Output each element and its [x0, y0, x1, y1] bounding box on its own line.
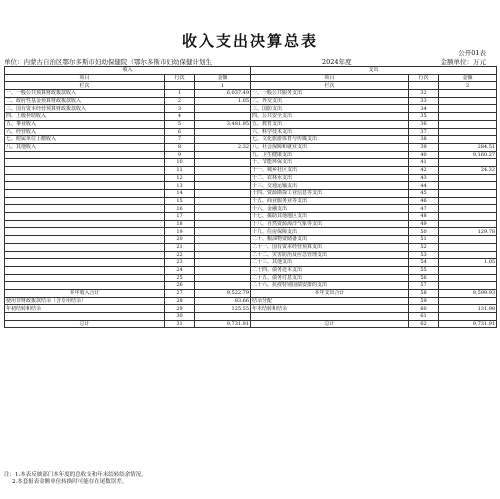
- expense-col-blank: [409, 82, 439, 90]
- expense-rowno-cell: 50: [409, 228, 439, 236]
- expense-item-cell: 二、外交支出: [251, 97, 409, 105]
- income-rowno-cell: 4: [165, 113, 195, 121]
- expense-item-cell: 二十六、抗疫特别国债安排的支出: [251, 282, 409, 290]
- note-line: 2.本套报表金额单位转换时可能存在尾数误差。: [12, 479, 128, 485]
- income-amount-cell: [195, 105, 251, 113]
- table-row: [5, 236, 497, 244]
- expense-item-cell: 五、教育支出: [251, 120, 409, 128]
- expense-amount-cell: [439, 105, 497, 113]
- table-row: [5, 297, 497, 305]
- income-item-cell: [5, 259, 165, 267]
- income-amount-cell: [195, 228, 251, 236]
- table-row: [5, 97, 497, 105]
- expense-amount-cell: [439, 297, 497, 305]
- income-item-cell: 五、事业收入: [5, 120, 165, 128]
- form-number: 公开01表: [458, 49, 486, 57]
- expense-rowno-cell: 42: [409, 166, 439, 174]
- expense-amount-cell: [439, 274, 497, 282]
- table-row: [5, 151, 497, 159]
- table-row: [5, 313, 497, 321]
- income-item-cell: [5, 182, 165, 190]
- income-rowno-cell: 27: [165, 289, 195, 297]
- expense-amount-cell: [439, 220, 497, 228]
- table-row: [5, 197, 497, 205]
- expense-rowno-cell: 54: [409, 259, 439, 267]
- income-amount-cell: [195, 136, 251, 144]
- income-rowno-header: 行次: [165, 74, 195, 82]
- table-row: [5, 128, 497, 136]
- income-amount-cell: [195, 151, 251, 159]
- income-rowno-cell: 3: [165, 105, 195, 113]
- expense-amount-cell: [439, 128, 497, 136]
- expense-item-cell: 二十三、其他支出: [251, 259, 409, 267]
- income-amount-cell: [195, 259, 251, 267]
- table-row: [5, 243, 497, 251]
- table-row: [5, 305, 497, 313]
- expense-item-cell: 六、科学技术支出: [251, 128, 409, 136]
- expense-amount-cell: 131.98: [439, 305, 497, 313]
- income-rowno-cell: 28: [165, 297, 195, 305]
- expense-item-cell: 七、文化旅游体育与传媒支出: [251, 136, 409, 144]
- income-item-cell: [5, 213, 165, 221]
- income-item-cell: [5, 243, 165, 251]
- income-item-cell: 本年收入合计: [5, 289, 165, 297]
- expense-item-cell: 总计: [251, 320, 409, 328]
- income-rowno-cell: 30: [165, 313, 195, 321]
- income-rowno-cell: 19: [165, 228, 195, 236]
- expense-amount-cell: [439, 90, 497, 98]
- expense-amount-cell: 1.05: [439, 259, 497, 267]
- expense-amount-cell: [439, 266, 497, 274]
- expense-item-cell: 二十一、国有资本经营预算支出: [251, 243, 409, 251]
- income-rowno-cell: 21: [165, 243, 195, 251]
- expense-amount-cell: [439, 251, 497, 259]
- expense-item-cell: [251, 313, 409, 321]
- income-item-cell: [5, 228, 165, 236]
- income-rowno-cell: 13: [165, 182, 195, 190]
- income-amount-cell: 83.66: [195, 297, 251, 305]
- expense-item-cell: 四、公共安全支出: [251, 113, 409, 121]
- expense-col-index: 2: [439, 82, 497, 90]
- income-rowno-cell: 31: [165, 320, 195, 328]
- expense-amount-cell: 9,160.27: [439, 151, 497, 159]
- expense-item-cell: 十九、住房保障支出: [251, 228, 409, 236]
- income-amount-cell: [195, 220, 251, 228]
- income-amount-cell: 1.05: [195, 97, 251, 105]
- expense-amount-cell: [439, 120, 497, 128]
- expense-rowno-cell: 36: [409, 120, 439, 128]
- expense-item-cell: 二十二、灾害防治及应急管理支出: [251, 251, 409, 259]
- income-rowno-cell: 24: [165, 266, 195, 274]
- income-rowno-cell: 22: [165, 251, 195, 259]
- expense-amount-cell: 9,599.93: [439, 289, 497, 297]
- expense-amount-cell: 284.51: [439, 143, 497, 151]
- expense-item-cell: 九、卫生健康支出: [251, 151, 409, 159]
- income-amount-cell: [195, 128, 251, 136]
- expense-rowno-cell: 55: [409, 266, 439, 274]
- income-item-cell: 二、政府性基金预算财政拨款收入: [5, 97, 165, 105]
- income-amount-cell: [195, 166, 251, 174]
- expense-amount-cell: [439, 182, 497, 190]
- report-title: 收入支出决算总表: [181, 32, 318, 50]
- expense-rowno-cell: 59: [409, 297, 439, 305]
- expense-rowno-cell: 37: [409, 128, 439, 136]
- income-rowno-cell: 23: [165, 259, 195, 267]
- expense-rowno-cell: 58: [409, 289, 439, 297]
- income-item-cell: 三、国有资本经营预算财政拨款收入: [5, 105, 165, 113]
- income-item-cell: [5, 151, 165, 159]
- income-rowno-cell: 17: [165, 213, 195, 221]
- table-row: [5, 220, 497, 228]
- expense-item-cell: 结余分配: [251, 297, 409, 305]
- income-amount-cell: [195, 174, 251, 182]
- expense-item-cell: 十六、金融支出: [251, 205, 409, 213]
- table-row: [5, 289, 497, 297]
- income-item-cell: [5, 205, 165, 213]
- income-amount-cell: 9,522.79: [195, 289, 251, 297]
- income-col-index: 1: [195, 82, 251, 90]
- income-item-cell: 四、上级补助收入: [5, 113, 165, 121]
- table-row: [5, 159, 497, 167]
- income-item-cell: [5, 174, 165, 182]
- expense-amount-cell: [439, 190, 497, 198]
- income-col-blank: [165, 82, 195, 90]
- income-expense-table: [4, 66, 497, 328]
- expense-amount-cell: 9,731.91: [439, 320, 497, 328]
- expense-amount-cell: [439, 136, 497, 144]
- expense-amount-cell: [439, 174, 497, 182]
- expense-rowno-cell: 60: [409, 305, 439, 313]
- expense-rowno-header: 行次: [409, 74, 439, 82]
- report-year: 2024年度: [322, 58, 352, 66]
- income-amount-cell: 3,481.95: [195, 120, 251, 128]
- income-amount-cell: 125.55: [195, 305, 251, 313]
- expense-rowno-cell: 45: [409, 190, 439, 198]
- income-rowno-cell: 29: [165, 305, 195, 313]
- column-header-row: [5, 74, 497, 82]
- income-rowno-cell: 7: [165, 136, 195, 144]
- income-rowno-cell: 1: [165, 90, 195, 98]
- income-rowno-cell: 8: [165, 143, 195, 151]
- expense-rowno-cell: 47: [409, 205, 439, 213]
- expense-rowno-cell: 40: [409, 151, 439, 159]
- report-notes: [4, 472, 147, 486]
- income-amount-header: 金额: [195, 74, 251, 82]
- expense-item-cell: 十八、自然资源海洋气象等支出: [251, 220, 409, 228]
- expense-amount-cell: 24.32: [439, 166, 497, 174]
- table-row: [5, 205, 497, 213]
- income-section-header: 收入: [5, 67, 251, 75]
- income-item-cell: 使用非财政拨款结余（含专用结余）: [5, 297, 165, 305]
- expense-item-cell: 十一、城乡社区支出: [251, 166, 409, 174]
- income-amount-cell: 6,037.49: [195, 90, 251, 98]
- income-amount-cell: [195, 266, 251, 274]
- expense-amount-cell: [439, 113, 497, 121]
- table-row: [5, 182, 497, 190]
- expense-rowno-cell: 53: [409, 251, 439, 259]
- expense-rowno-cell: 52: [409, 243, 439, 251]
- table-row: [5, 105, 497, 113]
- income-amount-cell: [195, 197, 251, 205]
- table-row: [5, 213, 497, 221]
- expense-rowno-cell: 61: [409, 313, 439, 321]
- income-item-cell: [5, 190, 165, 198]
- section-header-row: [5, 67, 497, 75]
- income-item-cell: [5, 274, 165, 282]
- expense-amount-cell: [439, 243, 497, 251]
- expense-item-cell: 一、一般公共服务支出: [251, 90, 409, 98]
- income-item-cell: [5, 313, 165, 321]
- income-rowno-cell: 16: [165, 205, 195, 213]
- income-amount-cell: [195, 282, 251, 290]
- expense-amount-cell: [439, 313, 497, 321]
- income-col-label: 栏次: [5, 82, 165, 90]
- expense-amount-cell: [439, 197, 497, 205]
- income-item-cell: 总计: [5, 320, 165, 328]
- income-amount-cell: [195, 182, 251, 190]
- table-row: [5, 320, 497, 328]
- income-rowno-cell: 2: [165, 97, 195, 105]
- expense-amount-cell: [439, 236, 497, 244]
- expense-rowno-cell: 48: [409, 213, 439, 221]
- expense-item-cell: 十五、商业服务业等支出: [251, 197, 409, 205]
- income-amount-cell: [195, 190, 251, 198]
- income-amount-cell: [195, 159, 251, 167]
- expense-item-cell: 八、社会保障和就业支出: [251, 143, 409, 151]
- expense-item-cell: 十七、援助其他地区支出: [251, 213, 409, 221]
- income-rowno-cell: 5: [165, 120, 195, 128]
- expense-amount-cell: [439, 159, 497, 167]
- expense-item-cell: 十三、交通运输支出: [251, 182, 409, 190]
- expense-amount-cell: [439, 213, 497, 221]
- income-item-cell: [5, 166, 165, 174]
- income-amount-cell: [195, 313, 251, 321]
- expense-rowno-cell: 32: [409, 90, 439, 98]
- expense-rowno-cell: 56: [409, 274, 439, 282]
- expense-col-label: 栏次: [251, 82, 409, 90]
- table-row: [5, 113, 497, 121]
- expense-amount-cell: 129.78: [439, 228, 497, 236]
- expense-item-cell: 十二、农林水支出: [251, 174, 409, 182]
- expense-amount-cell: [439, 97, 497, 105]
- income-item-cell: 八、其他收入: [5, 143, 165, 151]
- table-row: [5, 143, 497, 151]
- income-rowno-cell: 15: [165, 197, 195, 205]
- table-row: [5, 190, 497, 198]
- table-row: [5, 259, 497, 267]
- income-item-cell: 年初结转和结余: [5, 305, 165, 313]
- expense-rowno-cell: 44: [409, 182, 439, 190]
- expense-amount-cell: [439, 282, 497, 290]
- money-unit: 金额单位：万元: [440, 58, 486, 66]
- column-index-row: [5, 82, 497, 90]
- expense-item-header: 项目: [251, 74, 409, 82]
- income-item-cell: [5, 197, 165, 205]
- expense-item-cell: 十、节能环保支出: [251, 159, 409, 167]
- expense-item-cell: 二十五、债务付息支出: [251, 274, 409, 282]
- income-rowno-cell: 6: [165, 128, 195, 136]
- income-rowno-cell: 11: [165, 166, 195, 174]
- expense-rowno-cell: 41: [409, 159, 439, 167]
- income-amount-cell: [195, 274, 251, 282]
- income-amount-cell: [195, 205, 251, 213]
- expense-rowno-cell: 51: [409, 236, 439, 244]
- income-amount-cell: [195, 113, 251, 121]
- note-line: 注：1.本表反映部门本年度的总收支和年末结转结余情况。: [4, 472, 147, 478]
- table-row: [5, 251, 497, 259]
- income-rowno-cell: 20: [165, 236, 195, 244]
- income-amount-cell: [195, 243, 251, 251]
- table-row: [5, 228, 497, 236]
- income-rowno-cell: 25: [165, 274, 195, 282]
- expense-section-header: 支出: [251, 67, 497, 75]
- income-item-cell: [5, 159, 165, 167]
- expense-item-cell: 年末结转和结余: [251, 305, 409, 313]
- expense-amount-header: 金额: [439, 74, 497, 82]
- income-item-cell: [5, 236, 165, 244]
- expense-rowno-cell: 49: [409, 220, 439, 228]
- table-row: [5, 120, 497, 128]
- expense-rowno-cell: 43: [409, 174, 439, 182]
- income-item-cell: 一、一般公共预算财政拨款收入: [5, 90, 165, 98]
- table-row: [5, 90, 497, 98]
- income-item-cell: [5, 220, 165, 228]
- income-amount-cell: 2.32: [195, 143, 251, 151]
- table-row: [5, 266, 497, 274]
- income-amount-cell: [195, 236, 251, 244]
- table-row: [5, 166, 497, 174]
- expense-item-cell: 本年支出合计: [251, 289, 409, 297]
- income-amount-cell: 9,731.91: [195, 320, 251, 328]
- expense-item-cell: 三、国防支出: [251, 105, 409, 113]
- reporting-unit: 单位：内蒙古自治区鄂尔多斯市妇幼保健院（鄂尔多斯市妇幼保健计划生: [4, 58, 212, 66]
- expense-item-cell: 二十四、债务还本支出: [251, 266, 409, 274]
- expense-rowno-cell: 35: [409, 113, 439, 121]
- expense-amount-cell: [439, 205, 497, 213]
- expense-rowno-cell: 62: [409, 320, 439, 328]
- income-rowno-cell: 10: [165, 159, 195, 167]
- expense-rowno-cell: 33: [409, 97, 439, 105]
- income-rowno-cell: 26: [165, 282, 195, 290]
- income-amount-cell: [195, 213, 251, 221]
- expense-item-cell: 二十、粮油物资储备支出: [251, 236, 409, 244]
- table-row: [5, 174, 497, 182]
- report-meta: [4, 57, 496, 65]
- table-row: [5, 274, 497, 282]
- income-rowno-cell: 12: [165, 174, 195, 182]
- income-amount-cell: [195, 251, 251, 259]
- income-item-cell: [5, 251, 165, 259]
- table-row: [5, 282, 497, 290]
- income-item-cell: 七、附属单位上缴收入: [5, 136, 165, 144]
- expense-rowno-cell: 46: [409, 197, 439, 205]
- expense-rowno-cell: 34: [409, 105, 439, 113]
- income-rowno-cell: 18: [165, 220, 195, 228]
- expense-item-cell: 十四、资源勘探工业信息等支出: [251, 190, 409, 198]
- table-row: [5, 136, 497, 144]
- income-rowno-cell: 14: [165, 190, 195, 198]
- expense-rowno-cell: 39: [409, 143, 439, 151]
- income-item-header: 项目: [5, 74, 165, 82]
- income-item-cell: 六、经营收入: [5, 128, 165, 136]
- income-rowno-cell: 9: [165, 151, 195, 159]
- income-item-cell: [5, 282, 165, 290]
- expense-rowno-cell: 57: [409, 282, 439, 290]
- income-item-cell: [5, 266, 165, 274]
- expense-rowno-cell: 38: [409, 136, 439, 144]
